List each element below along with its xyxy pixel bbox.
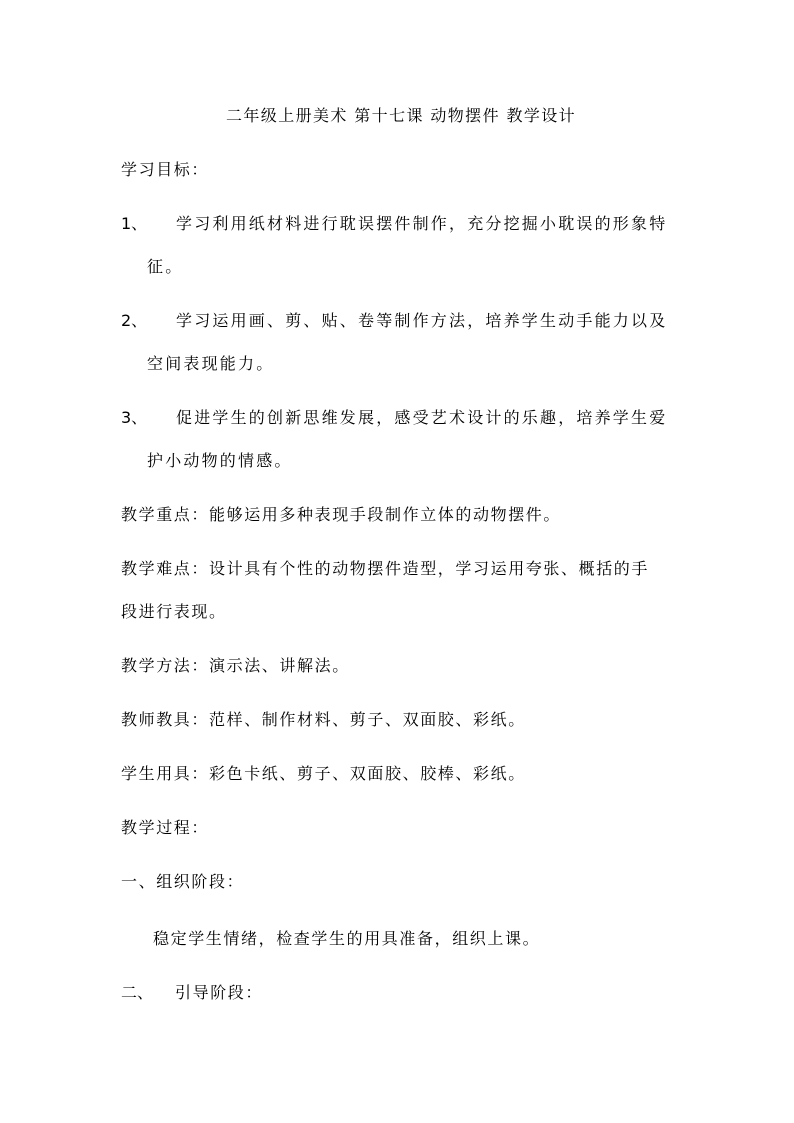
objective-3-number: 3、 (121, 408, 148, 427)
objective-3-continuation: 护小动物的情感。 (147, 451, 293, 470)
teaching-methods: 教学方法：演示法、讲解法。 (121, 656, 350, 675)
process-heading: 教学过程： (121, 818, 210, 837)
objective-2-text: 学习运用画、剪、贴、卷等制作方法，培养学生动手能力以及 (176, 311, 668, 330)
stage-2-heading: 引导阶段： (175, 983, 264, 1002)
objective-1-text: 学习利用纸材料进行耽误摆件制作，充分挖掘小耽误的形象特 (176, 214, 668, 233)
key-points: 教学重点：能够运用多种表现手段制作立体的动物摆件。 (121, 505, 562, 524)
objective-2-number: 2、 (121, 311, 148, 330)
objectives-heading: 学习目标： (121, 160, 210, 179)
stage-1-text: 稳定学生情绪，检查学生的用具准备，组织上课。 (153, 929, 541, 948)
stage-1-heading: 一、组织阶段： (121, 872, 245, 891)
objective-3-text: 促进学生的创新思维发展，感受艺术设计的乐趣，培养学生爱 (176, 408, 668, 427)
difficulty-line-1: 教学难点：设计具有个性的动物摆件造型，学习运用夸张、概括的手 (121, 559, 650, 578)
teacher-tools: 教师教具：范样、制作材料、剪子、双面胶、彩纸。 (121, 710, 526, 729)
stage-2-number: 二、 (121, 983, 154, 1002)
objective-1-number: 1、 (121, 214, 148, 233)
student-tools: 学生用具：彩色卡纸、剪子、双面胶、胶棒、彩纸。 (121, 764, 526, 783)
objective-1-continuation: 征。 (147, 257, 184, 276)
document-title: 二年级上册美术 第十七课 动物摆件 教学设计 (226, 106, 577, 125)
objective-2-continuation: 空间表现能力。 (147, 354, 275, 373)
difficulty-line-2: 段进行表现。 (121, 602, 227, 621)
